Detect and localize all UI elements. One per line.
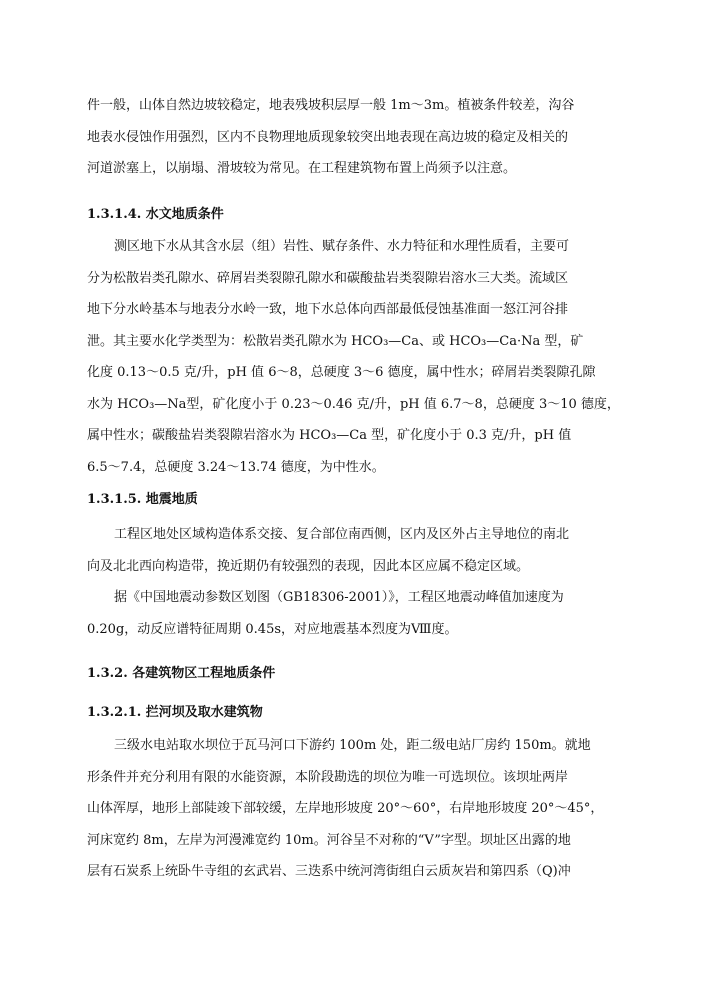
- text-line: 地表水侵蚀作用强烈，区内不良物理地质现象较突出地表现在高边坡的稳定及相关的: [87, 129, 569, 145]
- paragraph-dam-site: [87, 730, 622, 888]
- section-heading-building-areas: 1.3.2. 各建筑物区工程地质条件: [87, 666, 276, 681]
- text-line: 形条件并充分利用有限的水能资源，本阶段勘选的坝位为唯一可选坝位。该坝址两岸: [87, 769, 569, 785]
- text-line: 地下分水岭基本与地表分水岭一致，地下水总体向西部最低侵蚀基准面一怒江河谷排: [87, 302, 569, 317]
- text-line: 河床宽约 8m，左岸为河漫滩宽约 10m。河谷呈不对称的“V”字型。坝址区出露的地: [87, 832, 571, 848]
- paragraph-seismic-structure: [87, 519, 622, 582]
- section-heading-dam: 1.3.2.1. 拦河坝及取水建筑物: [87, 705, 263, 720]
- section-heading-seismic: 1.3.1.5. 地震地质: [87, 492, 198, 507]
- text-line: 据《中国地震动参数区划图（GB18306-2001）》，工程区地震动峰值加速度为: [114, 590, 564, 605]
- text-line: 层有石炭系上统卧牛寺组的玄武岩、三迭系中统河湾街组白云质灰岩和第四系（Q)冲: [87, 864, 571, 879]
- section-heading-hydrogeology: 1.3.1.4. 水文地质条件: [87, 207, 224, 222]
- text-line: 向及北北西向构造带，挽近期仍有较强烈的表现，因此本区应属不稳定区域。: [87, 558, 530, 574]
- text-line: 化度 0.13～0.5 克/升，pH 值 6～8，总硬度 3～6 德度，属中性水；碎屑岩类裂隙孔隙: [87, 365, 596, 380]
- text-line: 属中性水；碳酸盐岩类裂隙岩溶水为 HCO₃—Ca 型，矿化度小于 0.3 克/升，pH 值: [87, 428, 572, 443]
- text-line: 件一般，山体自然边坡较稳定，地表残坡积层厚一般 1m～3m。植被条件较差，沟谷: [87, 98, 575, 113]
- text-line: 山体浑厚，地形上部陡竣下部较缓，左岸地形坡度 20°～60°，右岸地形坡度 20°～45°，: [87, 801, 604, 816]
- text-line: 水为 HCO₃—Na型，矿化度小于 0.23～0.46 克/升，pH 值 6.7～8，总硬度 3～10 德度，: [87, 396, 620, 412]
- text-line: 分为松散岩类孔隙水、碎屑岩类裂隙孔隙水和碳酸盐岩类裂隙岩溶水三大类。流域区: [87, 270, 569, 286]
- text-line: 三级水电站取水坝位于瓦马河口下游约 100m 处，距二级电站厂房约 150m。就地: [114, 738, 591, 753]
- text-line: 河道淤塞上，以崩塌、滑坡较为常见。在工程建筑物布置上尚须予以注意。: [87, 161, 517, 176]
- text-line: 6.5～7.4，总硬度 3.24～13.74 德度，为中性水。: [87, 459, 385, 475]
- text-line: 测区地下水从其含水层（组）岩性、赋存条件、水力特征和水理性质看，主要可: [114, 239, 570, 254]
- paragraph-slope-conditions: [87, 90, 622, 185]
- text-line: 泄。其主要水化学类型为：松散岩类孔隙水为 HCO₃—Ca、或 HCO₃—Ca·Na 型，矿: [87, 333, 584, 349]
- text-line: 工程区地处区域构造体系交接、复合部位南西侧，区内及区外占主导地位的南北: [114, 527, 570, 542]
- paragraph-hydrogeology: [87, 231, 622, 483]
- paragraph-seismic-parameters: [87, 582, 622, 645]
- text-line: 0.20g，动反应谱特征周期 0.45s，对应地震基本烈度为Ⅷ度。: [87, 621, 458, 637]
